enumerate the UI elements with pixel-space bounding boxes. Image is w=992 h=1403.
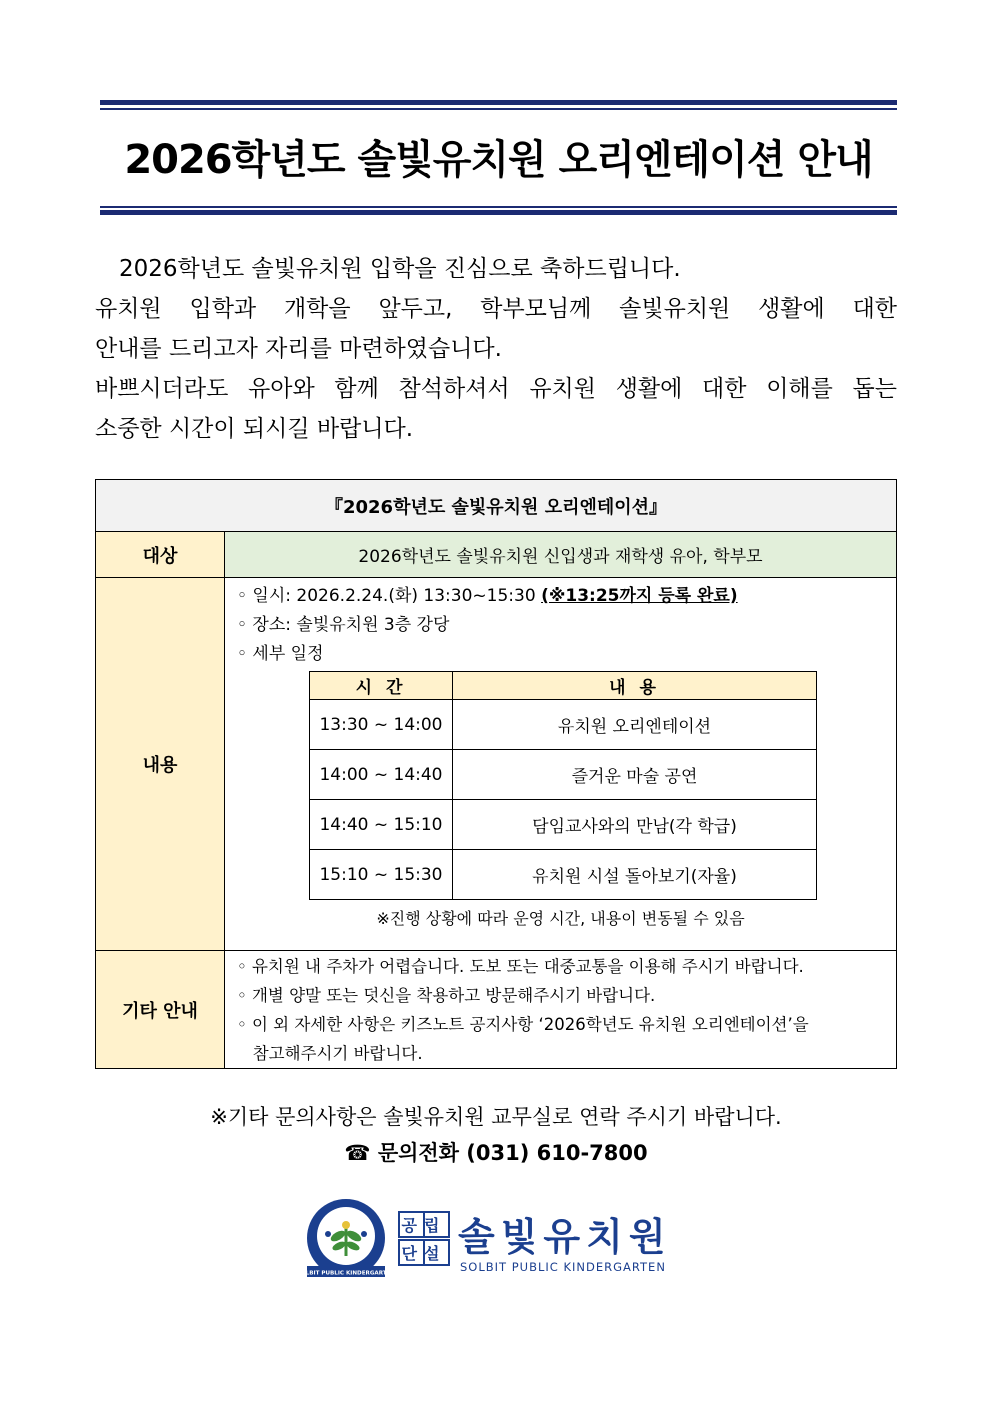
intro-line-5: 소중한 시간이 되시길 바랍니다.: [95, 416, 414, 442]
logo-english: SOLBIT PUBLIC KINDERGARTEN: [460, 1260, 666, 1274]
etc-line-2: ◦ 개별 양말 또는 덧신을 착용하고 방문해주시기 바랍니다.: [237, 986, 656, 1005]
schedule-content: 즐거운 마술 공연: [453, 750, 817, 800]
footer-inquiry-note: ※기타 문의사항은 솔빛유치원 교무실로 연락 주시기 바랍니다.: [210, 1105, 782, 1129]
schedule-time: 14:40 ~ 15:10: [310, 800, 453, 850]
kindergarten-logo: [306, 1198, 696, 1284]
footer-phone: ☎ 문의전화 (031) 610-7800: [344, 1141, 648, 1165]
table-row: [310, 750, 817, 800]
schedule-header-content: 내 용: [453, 672, 817, 700]
intro-line-1: 2026학년도 솔빛유치원 입학을 진심으로 축하드립니다.: [119, 256, 681, 282]
logo-graphic: [306, 1198, 696, 1284]
schedule-content: 유치원 시설 돌아보기(자율): [453, 850, 817, 900]
title-top-rule: [100, 100, 897, 105]
table-row: [310, 800, 817, 850]
schedule-content: 유치원 오리엔테이션: [453, 700, 817, 750]
page-title: 2026학년도 솔빛유치원 오리엔테이션 안내: [124, 137, 873, 183]
etc-line-3: ◦ 이 외 자세한 사항은 키즈노트 공지사항 ‘2026학년도 유치원 오리엔테이션’을: [237, 1015, 809, 1034]
schedule-header-time: 시 간: [310, 672, 453, 700]
table-header: 『2026학년도 솔빛유치원 오리엔테이션』: [96, 480, 897, 532]
etc-cell: [225, 951, 897, 1069]
target-value: 2026학년도 솔빛유치원 신입생과 재학생 유아, 학부모: [225, 532, 897, 578]
etc-label: 기타 안내: [96, 951, 225, 1069]
schedule-content: 담임교사와의 만남(각 학급): [453, 800, 817, 850]
datetime-text: ◦ 일시: 2026.2.24.(화) 13:30~15:30: [237, 586, 542, 606]
place-line: ◦ 장소: 솔빛유치원 3층 강당: [237, 615, 450, 635]
intro-line-2: 유치원 입학과 개학을 앞두고, 학부모님께 솔빛유치원 생활에 대한: [95, 296, 897, 322]
schedule-note: ※진행 상황에 따라 운영 시간, 내용이 변동될 수 있음: [376, 909, 745, 928]
intro-line-3: 안내를 드리고자 자리를 마련하였습니다.: [95, 336, 502, 362]
content-label: 내용: [96, 578, 225, 951]
datetime-line: [237, 582, 896, 611]
badge-bottom-text: 단설: [401, 1244, 447, 1263]
content-cell: [225, 578, 897, 951]
title-bottom-rule: [100, 210, 897, 215]
etc-line-4: 참고해주시기 바랍니다.: [237, 1044, 423, 1063]
table-row: [310, 700, 817, 750]
table-row: [310, 850, 817, 900]
title-top-thin-rule: [100, 108, 897, 110]
schedule-time: 15:10 ~ 15:30: [310, 850, 453, 900]
etc-line-1: ◦ 유치원 내 주차가 어렵습니다. 도보 또는 대중교통을 이용해 주시기 바랍니다.: [237, 957, 804, 976]
target-label: 대상: [96, 532, 225, 578]
title-bottom-thin-rule: [100, 206, 897, 208]
detail-line: ◦ 세부 일정: [237, 644, 324, 664]
intro-line-4: 바쁘시더라도 유아와 함께 참석하셔서 유치원 생활에 대한 이해를 돕는: [95, 376, 897, 402]
seal-text: SOLBIT PUBLIC KINDERGARTEN: [306, 1270, 396, 1277]
registration-note: (※13:25까지 등록 완료): [541, 586, 738, 606]
schedule-time: 14:00 ~ 14:40: [310, 750, 453, 800]
logo-name: 솔빛유치원: [458, 1215, 672, 1259]
schedule-table: [309, 671, 817, 900]
schedule-time: 13:30 ~ 14:00: [310, 700, 453, 750]
badge-top-text: 공립: [401, 1216, 447, 1235]
seal-icon: [307, 1199, 385, 1277]
orientation-info-table: [95, 479, 897, 1069]
